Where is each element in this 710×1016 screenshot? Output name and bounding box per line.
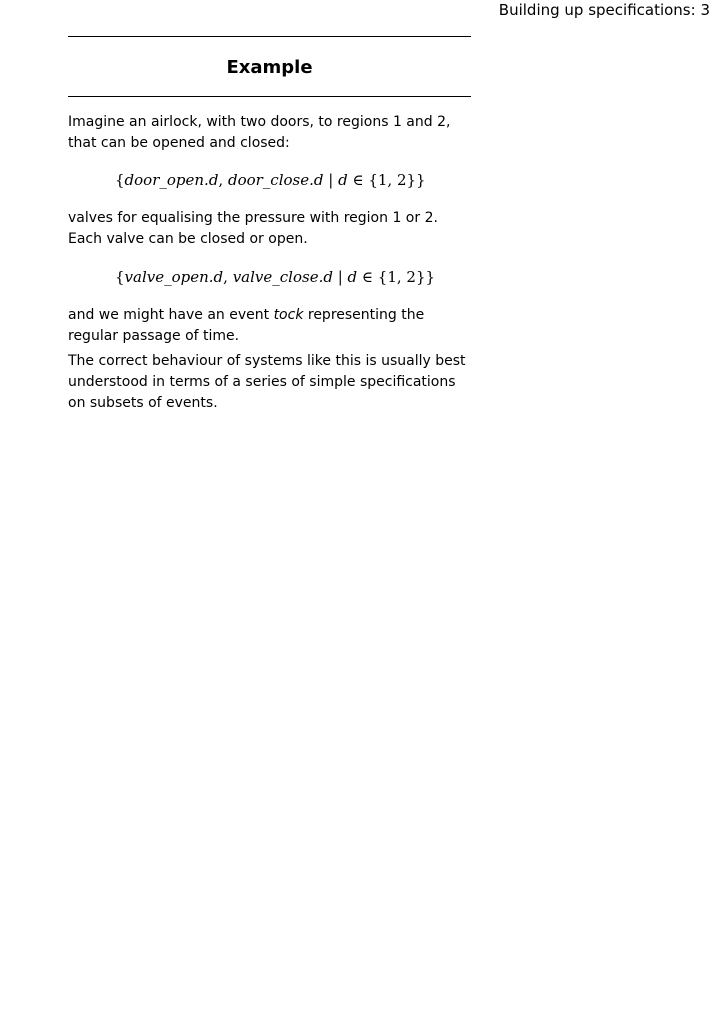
comma: , [223, 268, 233, 286]
door-events-set [115, 170, 426, 190]
index-variable: d [347, 268, 358, 286]
valve-close-event: valve_close.d [232, 268, 333, 286]
bottom-rule [68, 96, 471, 97]
slide-title: Example [226, 57, 313, 78]
paragraph-tock [68, 305, 471, 347]
index-variable: d [338, 171, 348, 189]
such-that-bar: | [332, 268, 348, 286]
door-open-event: door_open.d [124, 171, 219, 189]
index-range: ∈ {1, 2}} [347, 171, 426, 189]
running-header: Building up specifications: 3 [498, 1, 710, 19]
open-brace: { [115, 268, 125, 286]
such-that-bar: | [323, 171, 339, 189]
open-brace: { [115, 171, 125, 189]
tock-event: tock [273, 307, 304, 323]
tock-sentence-start: and we might have an event [68, 307, 274, 323]
valve-open-event: valve_open.d [124, 268, 224, 286]
paragraph-doors: Imagine an airlock, with two doors, to regions 1 and 2, that can be opened and closed: [68, 114, 451, 151]
paragraph-valves: valves for equalising the pressure with region 1 or 2. Each valve can be closed or open. [68, 210, 438, 247]
top-rule [68, 36, 471, 37]
tock-sentence-end: representing the regular passage of time. [68, 307, 425, 344]
comma: , [218, 171, 228, 189]
door-close-event: door_close.d [227, 171, 324, 189]
index-range: ∈ {1, 2}} [357, 268, 436, 286]
paragraph-behaviour: The correct behaviour of systems like this is usually best understood in terms of a series of simple specifications on subsets of events. [68, 353, 466, 411]
valve-events-set [115, 267, 435, 287]
